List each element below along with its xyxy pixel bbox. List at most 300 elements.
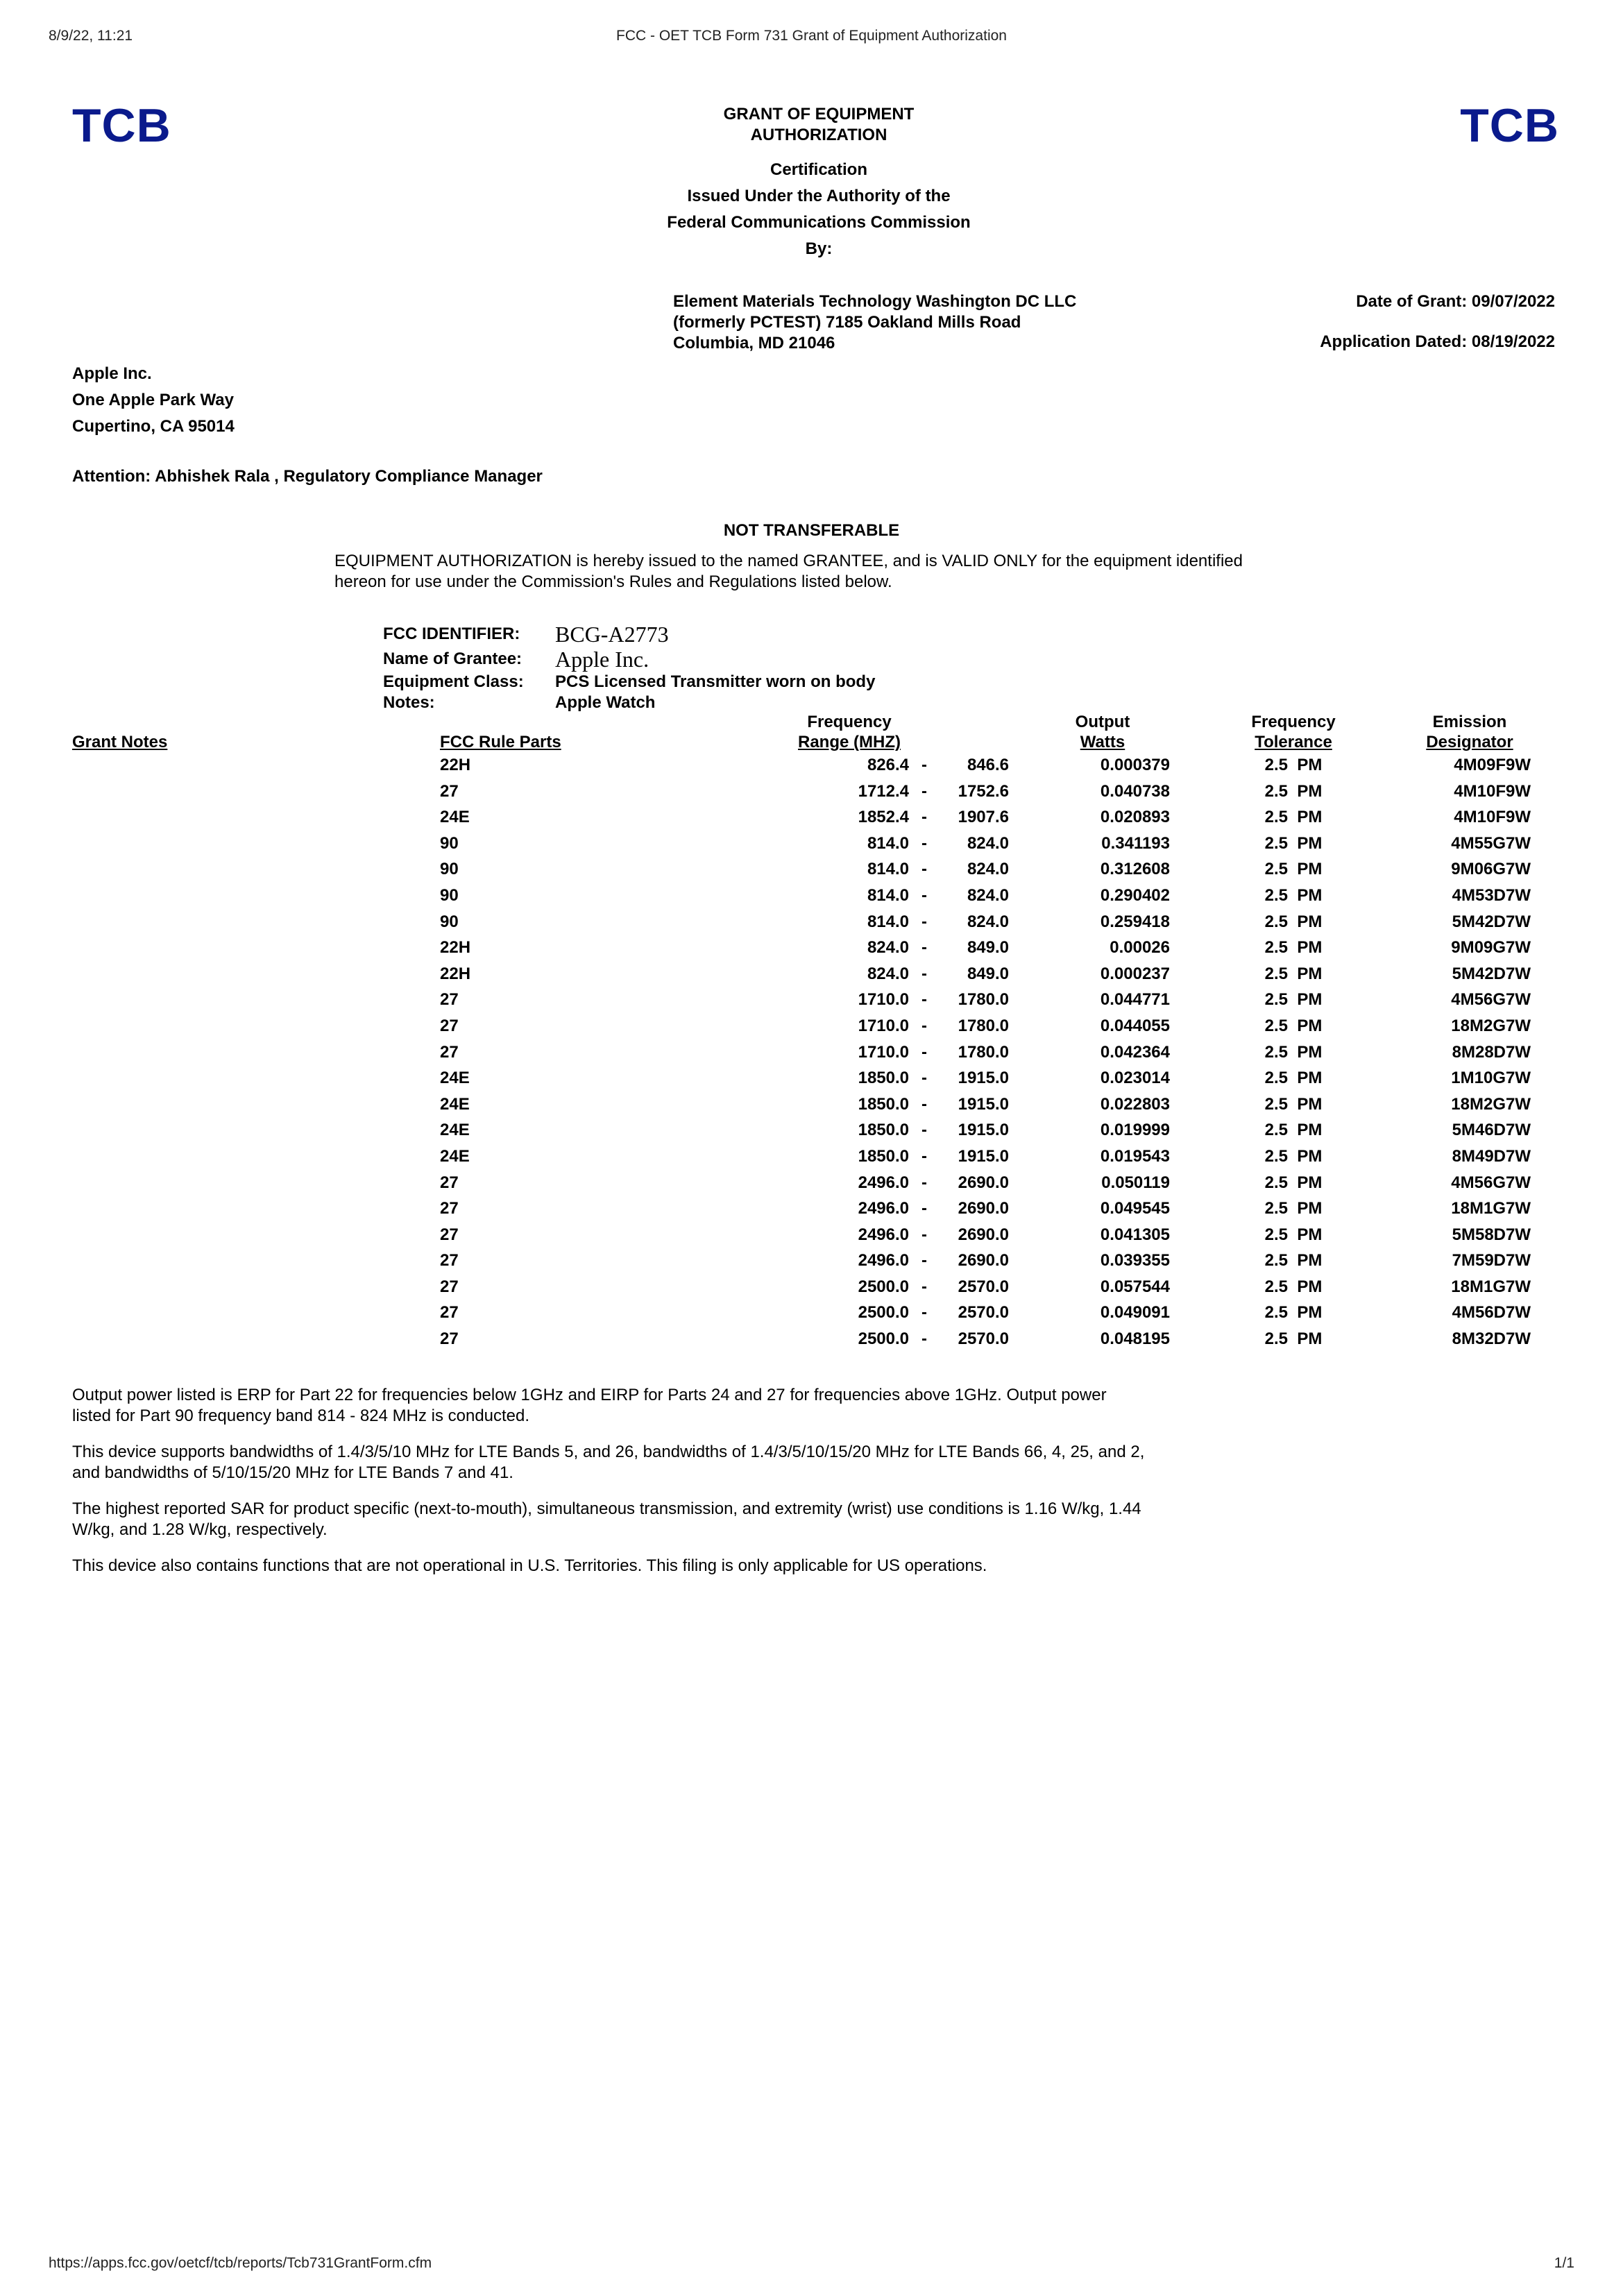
emission-designator: 1M10G7W bbox=[1451, 1069, 1531, 1088]
range-dash: - bbox=[921, 1277, 927, 1296]
rule-part-cell bbox=[440, 1326, 690, 1352]
rule-part-cell bbox=[440, 1300, 690, 1326]
rule-part: 24E bbox=[440, 1069, 470, 1088]
emission-cell bbox=[1391, 779, 1549, 805]
frequency-low: 1712.4 bbox=[858, 781, 909, 801]
issuer-line2: (formerly PCTEST) 7185 Oakland Mills Road bbox=[673, 313, 1021, 332]
frequency-range bbox=[819, 1199, 1009, 1218]
frequency-high: 824.0 bbox=[967, 912, 1009, 931]
grant-note-cell bbox=[72, 987, 440, 1013]
frequency-low: 814.0 bbox=[867, 833, 909, 853]
tolerance-cell bbox=[1196, 752, 1391, 779]
output-watts-cell bbox=[1009, 987, 1196, 1013]
output-watts-cell bbox=[1009, 935, 1196, 961]
frequency-tolerance: 2.5 PM bbox=[1264, 938, 1323, 958]
frequency-cell bbox=[690, 1013, 1009, 1039]
rule-part: 24E bbox=[440, 1146, 470, 1166]
output-watts-cell bbox=[1009, 1170, 1196, 1196]
frequency-range bbox=[819, 938, 1009, 957]
notes-value: Apple Watch bbox=[555, 693, 656, 712]
frequency-range bbox=[819, 1095, 1009, 1114]
date-of-grant: Date of Grant: 09/07/2022 bbox=[1356, 292, 1555, 311]
table-row bbox=[72, 883, 1549, 909]
tolerance-cell bbox=[1196, 1039, 1391, 1066]
fcc-id-label: FCC IDENTIFIER: bbox=[383, 624, 520, 643]
frequency-cell bbox=[690, 883, 1009, 909]
frequency-range bbox=[819, 1277, 1009, 1296]
frequency-low: 2500.0 bbox=[858, 1277, 909, 1296]
rule-part-cell bbox=[440, 752, 690, 779]
emission-cell bbox=[1391, 961, 1549, 987]
tolerance-cell bbox=[1196, 1196, 1391, 1222]
grant-note-cell bbox=[72, 1222, 440, 1248]
grant-note-cell bbox=[72, 961, 440, 987]
frequency-high: 824.0 bbox=[967, 860, 1009, 879]
identity-block bbox=[383, 622, 875, 713]
rule-part: 27 bbox=[440, 1303, 459, 1323]
output-watts: 0.259418 bbox=[1100, 912, 1170, 931]
output-watts-cell bbox=[1009, 1117, 1196, 1143]
rule-part: 90 bbox=[440, 860, 459, 879]
grant-note-cell bbox=[72, 935, 440, 961]
frequency-tolerance: 2.5 PM bbox=[1264, 1121, 1323, 1140]
output-watts: 0.023014 bbox=[1100, 1069, 1170, 1088]
tolerance-cell bbox=[1196, 779, 1391, 805]
footnote-territories: This device also contains functions that are not operational in U.S. Territories. This filing is only applicable for US operations. bbox=[72, 1556, 987, 1575]
range-dash: - bbox=[921, 781, 927, 801]
emission-cell bbox=[1391, 987, 1549, 1013]
output-watts: 0.019543 bbox=[1100, 1146, 1170, 1166]
range-dash: - bbox=[921, 912, 927, 931]
footnote-bandwidths: This device supports bandwidths of 1.4/3/5/10 MHz for LTE Bands 5, and 26, bandwidths of 1.4/3/5/10/15/20 MHz for LTE Bands 66, 4, 25, and 2, and bandwidths of 5/10/15/20 MHz for LTE Bands 7 and 41. bbox=[72, 1443, 1145, 1482]
rule-part: 22H bbox=[440, 964, 471, 983]
grant-note-cell bbox=[72, 804, 440, 831]
rule-part: 24E bbox=[440, 1121, 470, 1140]
emission-designator: 4M53D7W bbox=[1452, 885, 1531, 905]
grantee-line3: Cupertino, CA 95014 bbox=[72, 417, 235, 436]
emission-cell bbox=[1391, 883, 1549, 909]
grantee-line2: One Apple Park Way bbox=[72, 391, 234, 409]
tolerance-cell bbox=[1196, 804, 1391, 831]
grant-note-cell bbox=[72, 1326, 440, 1352]
frequency-cell bbox=[690, 831, 1009, 857]
authorization-line2: hereon for use under the Commission's Rules and Regulations listed below. bbox=[334, 572, 892, 591]
grant-notes-header: Grant Notes bbox=[72, 733, 168, 751]
rule-part-cell bbox=[440, 856, 690, 883]
output-watts: 0.042364 bbox=[1100, 1042, 1170, 1062]
tolerance-cell bbox=[1196, 1117, 1391, 1143]
range-dash: - bbox=[921, 964, 927, 983]
rule-part: 27 bbox=[440, 1251, 459, 1270]
frequency-high: 2690.0 bbox=[958, 1251, 1009, 1270]
frequency-low: 1850.0 bbox=[858, 1146, 909, 1166]
emission-cell bbox=[1391, 831, 1549, 857]
rule-part-cell bbox=[440, 1143, 690, 1170]
grant-note-cell bbox=[72, 752, 440, 779]
output-watts-cell bbox=[1009, 961, 1196, 987]
emission-designator: 8M32D7W bbox=[1452, 1329, 1531, 1349]
rule-parts-header: FCC Rule Parts bbox=[440, 733, 561, 751]
frequency-cell bbox=[690, 1326, 1009, 1352]
range-dash: - bbox=[921, 1199, 927, 1218]
range-dash: - bbox=[921, 860, 927, 879]
frequency-high: 2570.0 bbox=[958, 1303, 1009, 1323]
grantee-name-value: Apple Inc. bbox=[555, 647, 649, 672]
emission-cell bbox=[1391, 935, 1549, 961]
output-watts: 0.022803 bbox=[1100, 1094, 1170, 1114]
frequency-high: 1780.0 bbox=[958, 1042, 1009, 1062]
frequency-low: 1850.0 bbox=[858, 1094, 909, 1114]
tolerance-cell bbox=[1196, 831, 1391, 857]
output-watts: 0.040738 bbox=[1100, 781, 1170, 801]
rule-part: 90 bbox=[440, 912, 459, 931]
table-row bbox=[72, 1222, 1549, 1248]
range-dash: - bbox=[921, 756, 927, 774]
issuer-line3: Columbia, MD 21046 bbox=[673, 334, 835, 352]
emission-designator: 18M1G7W bbox=[1451, 1199, 1531, 1218]
table-row bbox=[72, 1248, 1549, 1274]
emission-designator: 4M56D7W bbox=[1452, 1303, 1531, 1323]
rule-part-cell bbox=[440, 935, 690, 961]
authority-line: Issued Under the Authority of the bbox=[687, 187, 951, 205]
range-dash: - bbox=[921, 1094, 927, 1114]
grant-table bbox=[72, 712, 1549, 1352]
grant-note-cell bbox=[72, 856, 440, 883]
output-watts-cell bbox=[1009, 909, 1196, 935]
grant-note-cell bbox=[72, 779, 440, 805]
frequency-high: 1780.0 bbox=[958, 1016, 1009, 1035]
range-dash: - bbox=[921, 1225, 927, 1244]
emission-cell bbox=[1391, 1117, 1549, 1143]
emission-designator-header: Emission Designator bbox=[1426, 713, 1513, 751]
frequency-range bbox=[819, 1173, 1009, 1192]
frequency-range bbox=[819, 886, 1009, 905]
output-watts-cell bbox=[1009, 1065, 1196, 1091]
table-row bbox=[72, 909, 1549, 935]
frequency-tolerance: 2.5 PM bbox=[1264, 885, 1323, 905]
issuer-line1: Element Materials Technology Washington DC LLC bbox=[673, 292, 1077, 311]
frequency-range bbox=[819, 1251, 1009, 1270]
frequency-low: 814.0 bbox=[867, 912, 909, 931]
frequency-tolerance: 2.5 PM bbox=[1264, 1225, 1323, 1244]
frequency-low: 1852.4 bbox=[858, 808, 909, 827]
rule-part: 27 bbox=[440, 1277, 459, 1296]
frequency-tolerance: 2.5 PM bbox=[1264, 1329, 1323, 1349]
frequency-high: 846.6 bbox=[967, 756, 1009, 774]
frequency-tolerance: 2.5 PM bbox=[1264, 912, 1323, 931]
rule-part: 27 bbox=[440, 1199, 459, 1218]
frequency-high: 2570.0 bbox=[958, 1277, 1009, 1296]
table-row bbox=[72, 831, 1549, 857]
table-row bbox=[72, 1013, 1549, 1039]
frequency-cell bbox=[690, 935, 1009, 961]
rule-part-cell bbox=[440, 1065, 690, 1091]
frequency-low: 2500.0 bbox=[858, 1329, 909, 1349]
range-dash: - bbox=[921, 1173, 927, 1192]
frequency-tolerance: 2.5 PM bbox=[1264, 808, 1323, 827]
frequency-range bbox=[819, 860, 1009, 878]
output-watts: 0.290402 bbox=[1100, 885, 1170, 905]
frequency-high: 1915.0 bbox=[958, 1094, 1009, 1114]
frequency-tolerance: 2.5 PM bbox=[1264, 990, 1323, 1010]
frequency-high: 2690.0 bbox=[958, 1199, 1009, 1218]
grantee-address bbox=[72, 361, 235, 440]
frequency-tolerance: 2.5 PM bbox=[1264, 1303, 1323, 1323]
frequency-cell bbox=[690, 1196, 1009, 1222]
rule-part-cell bbox=[440, 804, 690, 831]
frequency-cell bbox=[690, 909, 1009, 935]
rule-part-cell bbox=[440, 987, 690, 1013]
output-watts-cell bbox=[1009, 1091, 1196, 1118]
frequency-tolerance: 2.5 PM bbox=[1264, 1042, 1323, 1062]
output-watts: 0.044771 bbox=[1100, 990, 1170, 1010]
emission-cell bbox=[1391, 804, 1549, 831]
range-dash: - bbox=[921, 1329, 927, 1349]
footnote-sar: The highest reported SAR for product specific (next-to-mouth), simultaneous transmission, and extremity (wrist) use conditions is 1.16 W/kg, 1.44 W/kg, and 1.28 W/kg, respectively. bbox=[72, 1499, 1141, 1539]
frequency-high: 824.0 bbox=[967, 885, 1009, 905]
emission-cell bbox=[1391, 1065, 1549, 1091]
emission-cell bbox=[1391, 1196, 1549, 1222]
fcc-id-value: BCG-A2773 bbox=[555, 622, 669, 647]
rule-part-cell bbox=[440, 961, 690, 987]
frequency-cell bbox=[690, 1039, 1009, 1066]
rule-part: 24E bbox=[440, 1094, 470, 1114]
emission-cell bbox=[1391, 1013, 1549, 1039]
tolerance-cell bbox=[1196, 987, 1391, 1013]
notes-label: Notes: bbox=[383, 693, 435, 712]
emission-designator: 4M09F9W bbox=[1454, 756, 1531, 774]
range-dash: - bbox=[921, 885, 927, 905]
emission-designator: 5M58D7W bbox=[1452, 1225, 1531, 1244]
grant-note-cell bbox=[72, 909, 440, 935]
frequency-high: 1907.6 bbox=[958, 808, 1009, 827]
frequency-cell bbox=[690, 752, 1009, 779]
frequency-range bbox=[819, 990, 1009, 1009]
table-row bbox=[72, 779, 1549, 805]
frequency-tolerance: 2.5 PM bbox=[1264, 1146, 1323, 1166]
frequency-cell bbox=[690, 961, 1009, 987]
output-watts: 0.048195 bbox=[1100, 1329, 1170, 1349]
frequency-tolerance: 2.5 PM bbox=[1264, 1094, 1323, 1114]
output-watts: 0.049545 bbox=[1100, 1199, 1170, 1218]
frequency-tolerance: 2.5 PM bbox=[1264, 1251, 1323, 1270]
emission-cell bbox=[1391, 909, 1549, 935]
frequency-low: 824.0 bbox=[867, 938, 909, 958]
tolerance-cell bbox=[1196, 1248, 1391, 1274]
emission-designator: 8M49D7W bbox=[1452, 1146, 1531, 1166]
rule-part-cell bbox=[440, 779, 690, 805]
frequency-range bbox=[819, 1017, 1009, 1035]
frequency-range bbox=[819, 1121, 1009, 1139]
output-watts: 0.039355 bbox=[1100, 1251, 1170, 1270]
frequency-low: 2500.0 bbox=[858, 1303, 909, 1323]
attention-line: Attention: Abhishek Rala , Regulatory Compliance Manager bbox=[72, 467, 543, 486]
frequency-range-header: Frequency Range (MHZ) bbox=[798, 713, 901, 751]
output-watts: 0.000237 bbox=[1100, 964, 1170, 983]
frequency-tolerance: 2.5 PM bbox=[1264, 1069, 1323, 1088]
table-row bbox=[72, 1039, 1549, 1066]
output-watts-cell bbox=[1009, 1039, 1196, 1066]
print-page-title: FCC - OET TCB Form 731 Grant of Equipment Authorization bbox=[616, 28, 1007, 44]
grant-note-cell bbox=[72, 1196, 440, 1222]
frequency-low: 1850.0 bbox=[858, 1069, 909, 1088]
output-watts: 0.312608 bbox=[1100, 860, 1170, 879]
frequency-tolerance: 2.5 PM bbox=[1264, 1016, 1323, 1035]
grant-title-line1: GRANT OF EQUIPMENT bbox=[723, 105, 915, 124]
emission-cell bbox=[1391, 1091, 1549, 1118]
tcb-logo-right: TCB bbox=[1460, 99, 1559, 152]
tolerance-cell bbox=[1196, 1274, 1391, 1300]
rule-part-cell bbox=[440, 1170, 690, 1196]
grant-table-body bbox=[72, 752, 1549, 1352]
frequency-cell bbox=[690, 804, 1009, 831]
frequency-range bbox=[819, 1225, 1009, 1244]
output-watts-cell bbox=[1009, 831, 1196, 857]
range-dash: - bbox=[921, 1303, 927, 1323]
emission-designator: 18M2G7W bbox=[1451, 1094, 1531, 1114]
frequency-low: 824.0 bbox=[867, 964, 909, 983]
frequency-low: 826.4 bbox=[867, 756, 909, 774]
rule-part: 27 bbox=[440, 1173, 459, 1192]
tolerance-cell bbox=[1196, 1143, 1391, 1170]
emission-designator: 5M42D7W bbox=[1452, 964, 1531, 983]
authorization-statement bbox=[334, 551, 1243, 593]
rule-part: 90 bbox=[440, 833, 459, 853]
emission-cell bbox=[1391, 1170, 1549, 1196]
emission-designator: 18M1G7W bbox=[1451, 1277, 1531, 1296]
table-row bbox=[72, 935, 1549, 961]
frequency-high: 2570.0 bbox=[958, 1329, 1009, 1349]
emission-designator: 8M28D7W bbox=[1452, 1042, 1531, 1062]
emission-cell bbox=[1391, 1039, 1549, 1066]
grant-note-cell bbox=[72, 1143, 440, 1170]
output-watts: 0.049091 bbox=[1100, 1303, 1170, 1323]
frequency-range bbox=[819, 808, 1009, 826]
emission-cell bbox=[1391, 1143, 1549, 1170]
frequency-range bbox=[819, 1147, 1009, 1166]
tolerance-cell bbox=[1196, 1222, 1391, 1248]
frequency-cell bbox=[690, 1222, 1009, 1248]
frequency-range bbox=[819, 834, 1009, 853]
range-dash: - bbox=[921, 938, 927, 958]
rule-part-cell bbox=[440, 883, 690, 909]
frequency-tolerance: 2.5 PM bbox=[1264, 833, 1323, 853]
rule-part-cell bbox=[440, 1222, 690, 1248]
grantee-name-label: Name of Grantee: bbox=[383, 649, 522, 668]
frequency-range bbox=[819, 1329, 1009, 1348]
frequency-high: 1915.0 bbox=[958, 1121, 1009, 1140]
output-watts: 0.019999 bbox=[1100, 1121, 1170, 1140]
output-watts-cell bbox=[1009, 1300, 1196, 1326]
footnotes bbox=[72, 1385, 1148, 1592]
emission-designator: 4M56G7W bbox=[1451, 990, 1531, 1010]
authorization-line1: EQUIPMENT AUTHORIZATION is hereby issued to the named GRANTEE, and is VALID ONLY for the equipment identified bbox=[334, 552, 1243, 570]
tolerance-cell bbox=[1196, 1065, 1391, 1091]
frequency-high: 1915.0 bbox=[958, 1069, 1009, 1088]
issuer-address bbox=[673, 291, 1076, 354]
rule-part-cell bbox=[440, 1274, 690, 1300]
certification-label: Certification bbox=[770, 160, 867, 179]
tolerance-cell bbox=[1196, 1091, 1391, 1118]
rule-part-cell bbox=[440, 1013, 690, 1039]
grant-note-cell bbox=[72, 1248, 440, 1274]
output-watts: 0.057544 bbox=[1100, 1277, 1170, 1296]
frequency-cell bbox=[690, 1065, 1009, 1091]
output-watts: 0.020893 bbox=[1100, 808, 1170, 827]
range-dash: - bbox=[921, 1042, 927, 1062]
output-watts-cell bbox=[1009, 804, 1196, 831]
output-watts-cell bbox=[1009, 1248, 1196, 1274]
output-watts-cell bbox=[1009, 1143, 1196, 1170]
table-header-row bbox=[72, 712, 1549, 752]
output-watts-cell bbox=[1009, 883, 1196, 909]
table-row bbox=[72, 804, 1549, 831]
emission-designator: 5M46D7W bbox=[1452, 1121, 1531, 1140]
frequency-range bbox=[819, 964, 1009, 983]
table-row bbox=[72, 1065, 1549, 1091]
emission-cell bbox=[1391, 1248, 1549, 1274]
rule-part: 27 bbox=[440, 1042, 459, 1062]
output-watts: 0.041305 bbox=[1100, 1225, 1170, 1244]
rule-part-cell bbox=[440, 1117, 690, 1143]
output-watts: 0.050119 bbox=[1101, 1173, 1170, 1192]
emission-designator: 4M56G7W bbox=[1451, 1173, 1531, 1192]
emission-designator: 9M06G7W bbox=[1451, 860, 1531, 879]
range-dash: - bbox=[921, 1251, 927, 1270]
rule-part-cell bbox=[440, 1091, 690, 1118]
frequency-tolerance: 2.5 PM bbox=[1264, 964, 1323, 983]
rule-part: 24E bbox=[440, 808, 470, 827]
frequency-low: 1710.0 bbox=[858, 1042, 909, 1062]
rule-part: 27 bbox=[440, 1225, 459, 1244]
grant-note-cell bbox=[72, 1170, 440, 1196]
frequency-range bbox=[819, 1303, 1009, 1322]
grant-note-cell bbox=[72, 1117, 440, 1143]
output-watts: 0.00026 bbox=[1110, 938, 1170, 958]
table-row bbox=[72, 1170, 1549, 1196]
frequency-cell bbox=[690, 1274, 1009, 1300]
emission-cell bbox=[1391, 1274, 1549, 1300]
frequency-range bbox=[819, 1069, 1009, 1087]
grant-note-cell bbox=[72, 1274, 440, 1300]
range-dash: - bbox=[921, 1069, 927, 1088]
not-transferable: NOT TRANSFERABLE bbox=[723, 521, 900, 540]
frequency-range bbox=[819, 756, 1009, 774]
tolerance-cell bbox=[1196, 909, 1391, 935]
output-watts-cell bbox=[1009, 752, 1196, 779]
frequency-high: 824.0 bbox=[967, 833, 1009, 853]
emission-designator: 9M09G7W bbox=[1451, 938, 1531, 958]
frequency-tolerance: 2.5 PM bbox=[1264, 860, 1323, 879]
table-row bbox=[72, 1196, 1549, 1222]
table-row bbox=[72, 1117, 1549, 1143]
frequency-low: 814.0 bbox=[867, 885, 909, 905]
frequency-cell bbox=[690, 1170, 1009, 1196]
frequency-low: 1710.0 bbox=[858, 990, 909, 1010]
frequency-cell bbox=[690, 1143, 1009, 1170]
range-dash: - bbox=[921, 1146, 927, 1166]
grant-note-cell bbox=[72, 1039, 440, 1066]
by-line: By: bbox=[805, 239, 833, 258]
output-watts-header: Output Watts bbox=[1075, 713, 1130, 751]
frequency-low: 1850.0 bbox=[858, 1121, 909, 1140]
tolerance-cell bbox=[1196, 883, 1391, 909]
frequency-high: 2690.0 bbox=[958, 1225, 1009, 1244]
frequency-low: 1710.0 bbox=[858, 1016, 909, 1035]
emission-designator: 4M10F9W bbox=[1454, 808, 1531, 827]
grant-title bbox=[611, 104, 1027, 146]
frequency-cell bbox=[690, 1117, 1009, 1143]
